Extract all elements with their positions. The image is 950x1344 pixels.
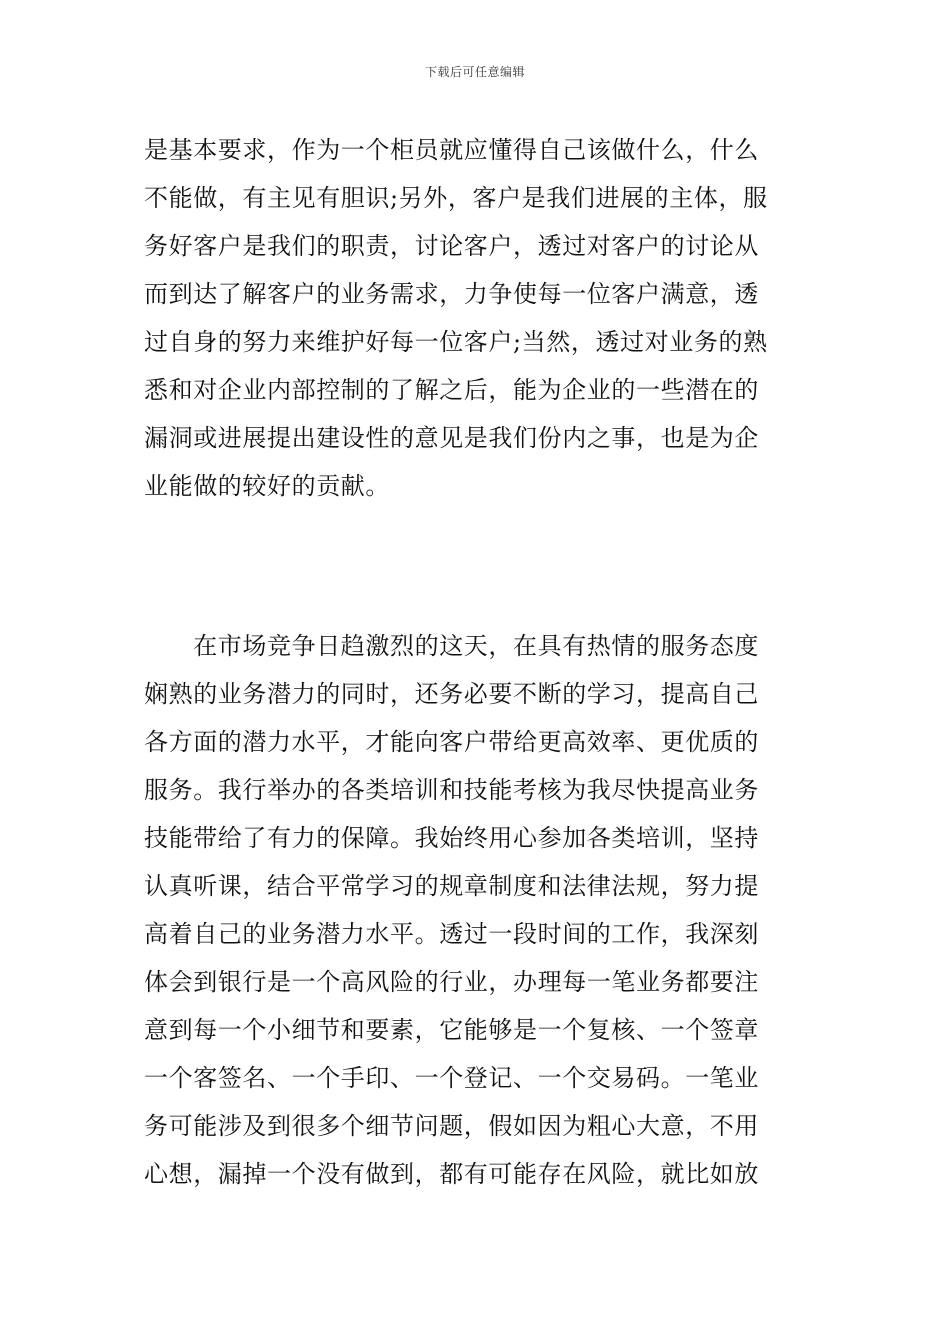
paragraph-line: 是基本要求，作为一个柜员就应懂得自己该做什么，什么 <box>144 136 759 164</box>
paragraph-line: 漏洞或进展提出建设性的意见是我们份内之事，也是为企 <box>144 424 759 452</box>
paragraph-1 <box>144 126 824 510</box>
paragraph-line: 技能带给了有力的保障。我始终用心参加各类培训，坚持 <box>144 824 759 852</box>
paragraph-line: 业能做的较好的贡献。 <box>144 472 390 500</box>
paragraph-line: 务好客户是我们的职责，讨论客户，透过对客户的讨论从 <box>144 232 759 260</box>
paragraph-line: 在市场竞争日趋激烈的这天，在具有热情的服务态度 <box>144 632 759 660</box>
paragraph-line: 悉和对企业内部控制的了解之后，能为企业的一些潜在的 <box>144 376 759 404</box>
paragraph-line: 各方面的潜力水平，才能向客户带给更高效率、更优质的 <box>144 728 759 756</box>
paragraph-line: 服务。我行举办的各类培训和技能考核为我尽快提高业务 <box>144 776 759 804</box>
paragraph-line: 一个客签名、一个手印、一个登记、一个交易码。一笔业 <box>144 1064 759 1092</box>
paragraph-line: 不能做，有主见有胆识;另外，客户是我们进展的主体，服 <box>144 184 768 212</box>
paragraph-line: 认真听课，结合平常学习的规章制度和法律法规，努力提 <box>144 872 759 900</box>
paragraph-2 <box>144 622 824 1198</box>
page-header: 下载后可任意编辑 <box>424 65 525 79</box>
paragraph-line: 体会到银行是一个高风险的行业，办理每一笔业务都要注 <box>144 968 759 996</box>
paragraph-line: 心想，漏掉一个没有做到，都有可能存在风险，就比如放 <box>144 1160 759 1188</box>
paragraph-line: 过自身的努力来维护好每一位客户;当然，透过对业务的熟 <box>144 328 768 356</box>
paragraph-line: 而到达了解客户的业务需求，力争使每一位客户满意，透 <box>144 280 759 308</box>
paragraph-line: 意到每一个小细节和要素，它能够是一个复核、一个签章 <box>144 1016 759 1044</box>
paragraph-line: 务可能涉及到很多个细节问题，假如因为粗心大意，不用 <box>144 1112 759 1140</box>
paragraph-line: 娴熟的业务潜力的同时，还务必要不断的学习，提高自己 <box>144 680 759 708</box>
paragraph-line: 高着自己的业务潜力水平。透过一段时间的工作，我深刻 <box>144 920 759 948</box>
